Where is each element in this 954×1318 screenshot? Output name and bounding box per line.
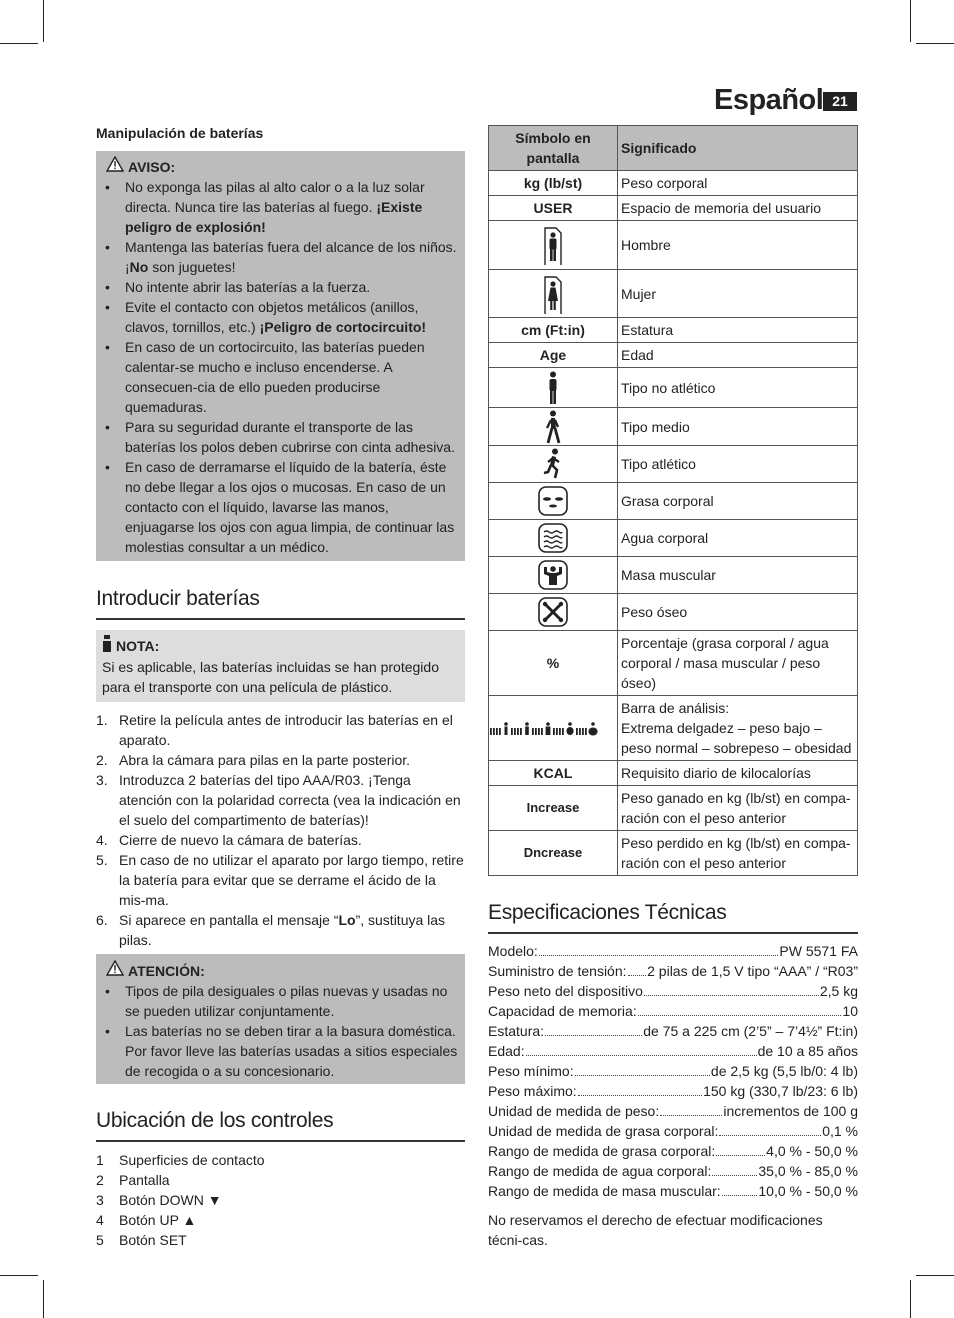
- spec-dots: [539, 954, 779, 956]
- control-label: Superficies de contacto: [119, 1152, 265, 1168]
- meaning-cell: Peso corporal: [618, 171, 858, 196]
- step-text-main: En caso de no utilizar el aparato por largo tiempo, retire la batería para evitar que se derrame el ácido de la mis-ma.: [119, 852, 464, 908]
- warning-item: [102, 457, 459, 557]
- table-row: [489, 483, 858, 520]
- attention-box: [96, 954, 465, 1084]
- spec-row: [488, 1101, 858, 1121]
- spec-label: Estatura:: [488, 1023, 545, 1039]
- crop-mark: [910, 1280, 911, 1318]
- specs-note: No reservamos el derecho de efectuar modificaciones técni-cas.: [488, 1212, 823, 1248]
- crop-mark: [43, 0, 44, 42]
- attention-list: [102, 981, 459, 1081]
- symbol-cell: [489, 594, 618, 631]
- symbol-cell: [489, 446, 618, 483]
- table-row: [489, 171, 858, 196]
- spec-label: Rango de medida de grasa corporal:: [488, 1143, 716, 1159]
- spec-value: PW 5571 FA: [779, 943, 858, 959]
- table-row: [489, 368, 858, 408]
- crop-mark: [916, 1275, 954, 1276]
- control-item: [96, 1230, 465, 1250]
- specs-list: [488, 941, 858, 1201]
- crop-mark: [910, 0, 911, 42]
- meaning-cell: Grasa corporal: [618, 483, 858, 520]
- note-text: Si es aplicable, las baterías incluidas se han protegido para el transporte con una película de plástico.: [102, 659, 439, 695]
- warning-item: [102, 337, 459, 417]
- control-label: Botón DOWN ▼: [119, 1192, 222, 1208]
- spec-row: [488, 1021, 858, 1041]
- meaning-cell: Barra de análisis: Extrema delgadez – peso bajo – peso normal – sobrepeso – obesidad: [618, 696, 858, 761]
- warning-item-text: En caso de un cortocircuito, las baterías pueden calentar-se mucho e incluso encenderse. A consecuen-cia de ello pueden producirse quemaduras.: [125, 339, 425, 415]
- step-text-main: Abra la cámara para pilas en la parte posterior.: [119, 752, 411, 768]
- symbol-label: Age: [539, 347, 567, 363]
- spec-row: [488, 1001, 858, 1021]
- symbol-cell: [489, 786, 618, 831]
- symbol-label: Increase: [526, 800, 580, 815]
- spec-value: 4,0 % - 50,0 %: [766, 1143, 858, 1159]
- spec-value: incrementos de 100 g: [723, 1103, 858, 1119]
- spec-row: [488, 1061, 858, 1081]
- insert-batteries-heading: Introducir baterías: [96, 587, 465, 620]
- table-row: [489, 594, 858, 631]
- table-row: [489, 831, 858, 876]
- controls-list: [96, 1150, 465, 1250]
- attention-item: • Las baterías no se deben tirar a la basura doméstica. Por favor lleve las baterías usadas a sitios especiales de recogida o a su concesionario.: [102, 1021, 459, 1081]
- spec-value: 150 kg (330,7 lb/23: 6 lb): [703, 1083, 858, 1099]
- spec-value: de 75 a 225 cm (2’5” – 7’4½” Ft:in): [643, 1023, 858, 1039]
- spec-label: Unidad de medida de grasa corporal:: [488, 1123, 719, 1139]
- spec-row: [488, 1181, 858, 1201]
- step-text-main: Si aparece en pantalla el mensaje “: [119, 912, 339, 928]
- symbol-label: USER: [533, 200, 573, 216]
- insert-step: [96, 850, 465, 910]
- symbol-cell: [489, 270, 618, 318]
- warning-item-emphasis: ¡Existe peligro de explosión!: [125, 199, 423, 235]
- spec-label: Peso mínimo:: [488, 1063, 574, 1079]
- crop-mark: [0, 43, 38, 44]
- insert-steps-list: [96, 710, 465, 950]
- warning-item: [102, 277, 459, 297]
- control-item: [96, 1190, 465, 1210]
- spec-value: 10: [842, 1003, 858, 1019]
- spec-dots: [578, 1094, 702, 1096]
- spec-row: [488, 941, 858, 961]
- spec-dots: [545, 1034, 642, 1036]
- standing-figure-icon: [546, 371, 560, 405]
- spec-dots: [526, 1054, 757, 1056]
- control-number: 2: [96, 1172, 104, 1188]
- crop-mark: [43, 1280, 44, 1318]
- attention-title: ATENCIÓN:: [106, 960, 459, 981]
- spec-dots: [712, 1174, 757, 1176]
- symbol-label: KCAL: [533, 765, 573, 781]
- table-row: [489, 696, 858, 761]
- symbol-table: [488, 125, 858, 876]
- step-text-emphasis: Lo: [338, 912, 356, 928]
- control-number: 4: [96, 1212, 104, 1228]
- specs-heading: Especificaciones Técnicas: [488, 901, 858, 934]
- meaning-cell: Porcentaje (grasa corporal / agua corporal / masa muscular / peso óseo): [618, 631, 858, 696]
- warning-item-tail: son juguetes!: [148, 259, 236, 275]
- symbol-label: kg (lb/st): [523, 175, 583, 191]
- meaning-cell: Estatura: [618, 318, 858, 343]
- step-number: 4.: [96, 832, 108, 848]
- meaning-cell: Agua corporal: [618, 520, 858, 557]
- symbol-cell: [489, 196, 618, 221]
- meaning-column-header: Significado: [618, 126, 858, 171]
- spec-dots: [722, 1194, 758, 1196]
- meaning-cell: Espacio de memoria del usuario: [618, 196, 858, 221]
- warning-item: [102, 297, 459, 337]
- step-text: [119, 830, 362, 850]
- symbol-label: Dncrease: [523, 845, 583, 860]
- step-text-main: Cierre de nuevo la cámara de baterías.: [119, 832, 362, 848]
- spec-dots: [638, 1014, 842, 1016]
- spec-dots: [628, 974, 647, 976]
- left-column: [96, 124, 465, 1250]
- battery-handling-subtitle: Manipulación de baterías: [96, 125, 264, 141]
- meaning-cell: Edad: [618, 343, 858, 368]
- step-number: 1.: [96, 712, 108, 728]
- muscle-icon: [538, 560, 568, 590]
- warning-item: [102, 237, 459, 277]
- symbol-label: %: [546, 655, 560, 671]
- warning-triangle-icon: [106, 960, 124, 981]
- spec-value: de 2,5 kg (5,5 lb/0: 4 lb): [710, 1063, 858, 1079]
- symbol-label: cm (Ft:in): [521, 322, 585, 338]
- warning-list: [102, 177, 459, 557]
- table-row: [489, 343, 858, 368]
- warning-item-text: En caso de derramarse el líquido de la batería, éste no debe llegar a los ojos o mucosas. En caso de un contacto con el líquido, lavarse las manos, enjuagarse los ojos con agua limpia, de continuar las molestias consultar a un médico.: [125, 459, 455, 555]
- spec-value: 10,0 % - 50,0 %: [758, 1183, 858, 1199]
- insert-step: [96, 750, 465, 770]
- symbol-cell: [489, 520, 618, 557]
- symbol-cell: [489, 221, 618, 270]
- warning-item-text: Para su seguridad durante el transporte de las baterías los polos deben cubrirse con cinta adhesiva.: [125, 419, 455, 455]
- step-text: [119, 910, 465, 950]
- table-row: [489, 557, 858, 594]
- spec-row: [488, 1081, 858, 1101]
- symbol-cell: [489, 761, 618, 786]
- control-number: 3: [96, 1192, 104, 1208]
- warning-item-emphasis: ¡Peligro de cortocircuito!: [259, 319, 427, 335]
- meaning-cell: Requisito diario de kilocalorías: [618, 761, 858, 786]
- table-row: [489, 631, 858, 696]
- controls-heading: Ubicación de los controles: [96, 1109, 465, 1142]
- meaning-cell: Peso ganado en kg (lb/st) en compa-ración con el peso anterior: [618, 786, 858, 831]
- step-number: 6.: [96, 912, 108, 928]
- step-text-main: Introduzca 2 baterías del tipo AAA/R03. ¡Tenga atención con la polaridad correcta (vea la indicación en el suelo del compartimento de baterías)!: [119, 772, 461, 828]
- spec-label: Modelo:: [488, 943, 538, 959]
- spec-value: 0,1 %: [822, 1123, 858, 1139]
- symbol-cell: [489, 696, 618, 761]
- meaning-cell: Mujer: [618, 270, 858, 318]
- symbol-cell: [489, 343, 618, 368]
- table-row: [489, 196, 858, 221]
- spec-label: Unidad de medida de peso:: [488, 1103, 660, 1119]
- spec-label: Edad:: [488, 1043, 525, 1059]
- spec-value: 2,5 kg: [819, 983, 858, 999]
- control-label: Botón SET: [119, 1232, 187, 1248]
- spec-dots: [716, 1154, 765, 1156]
- page-number: 21: [823, 92, 857, 111]
- warning-item: [102, 417, 459, 457]
- warning-item-emphasis: No: [129, 259, 149, 275]
- spec-label: Peso neto del dispositivo: [488, 983, 643, 999]
- running-figure-icon: [542, 448, 564, 480]
- meaning-cell: Tipo atlético: [618, 446, 858, 483]
- attention-item: • Tipos de pila desiguales o pilas nuevas y usadas no se pueden utilizar conjuntamente.: [102, 981, 459, 1021]
- control-item: [96, 1170, 465, 1190]
- note-title: NOTA:: [102, 635, 459, 657]
- table-row: [489, 221, 858, 270]
- step-text-main: Retire la película antes de introducir las baterías en el aparato.: [119, 712, 453, 748]
- man-icon: [543, 224, 563, 266]
- spec-row: [488, 1121, 858, 1141]
- table-row: [489, 270, 858, 318]
- table-row: [489, 318, 858, 343]
- spec-value: 35,0 % - 85,0 %: [758, 1163, 858, 1179]
- step-text: [119, 710, 465, 750]
- crop-mark: [0, 1275, 38, 1276]
- warning-item-text: No exponga las pilas al alto calor o a la luz solar directa. Nunca tire las baterías al fuego.: [125, 179, 425, 215]
- meaning-cell: Hombre: [618, 221, 858, 270]
- symbol-cell: [489, 171, 618, 196]
- table-row: [489, 786, 858, 831]
- step-number: 3.: [96, 772, 108, 788]
- table-row: [489, 408, 858, 446]
- control-item: [96, 1210, 465, 1230]
- insert-step: [96, 710, 465, 750]
- spec-row: [488, 1141, 858, 1161]
- woman-icon: [543, 273, 563, 315]
- symbol-cell: [489, 631, 618, 696]
- spec-row: [488, 1161, 858, 1181]
- note-box: [96, 630, 465, 702]
- analysis-bar-icon: [490, 721, 616, 737]
- spec-label: Capacidad de memoria:: [488, 1003, 637, 1019]
- control-item: [96, 1150, 465, 1170]
- warning-item-text: No intente abrir las baterías a la fuerza.: [125, 279, 371, 295]
- symbol-cell: [489, 368, 618, 408]
- spec-row: [488, 981, 858, 1001]
- warning-box: [96, 151, 465, 561]
- spec-label: Peso máximo:: [488, 1083, 577, 1099]
- insert-step: [96, 830, 465, 850]
- control-number: 1: [96, 1152, 104, 1168]
- walking-figure-icon: [543, 410, 563, 444]
- step-number: 5.: [96, 852, 108, 868]
- warning-triangle-icon: [106, 156, 124, 177]
- insert-step: [96, 770, 465, 830]
- info-icon: [102, 635, 112, 657]
- symbol-column-header: Símbolo en pantalla: [489, 126, 618, 171]
- warning-item: [102, 177, 459, 237]
- symbol-cell: [489, 557, 618, 594]
- spec-dots: [719, 1134, 821, 1136]
- meaning-cell: Tipo medio: [618, 408, 858, 446]
- control-label: Botón UP ▲: [119, 1212, 197, 1228]
- step-text-tail: ”, sustituya las pilas.: [119, 912, 446, 948]
- symbol-cell: [489, 483, 618, 520]
- spec-label: Suministro de tensión:: [488, 963, 627, 979]
- meaning-cell: Peso perdido en kg (lb/st) en compa-ración con el peso anterior: [618, 831, 858, 876]
- crop-mark: [916, 43, 954, 44]
- right-column: [488, 125, 858, 1250]
- step-text: [119, 850, 465, 910]
- warning-item-text: Mantenga las baterías fuera del alcance de los niños. ¡: [125, 239, 457, 275]
- spec-dots: [575, 1074, 710, 1076]
- spec-label: Rango de medida de masa muscular:: [488, 1183, 721, 1199]
- page-title: Español: [714, 84, 824, 116]
- step-number: 2.: [96, 752, 108, 768]
- meaning-cell: Tipo no atlético: [618, 368, 858, 408]
- spec-row: [488, 1041, 858, 1061]
- symbol-cell: [489, 408, 618, 446]
- table-row: [489, 446, 858, 483]
- spec-label: Rango de medida de agua corporal:: [488, 1163, 712, 1179]
- insert-step: [96, 910, 465, 950]
- symbol-cell: [489, 318, 618, 343]
- meaning-cell: Peso óseo: [618, 594, 858, 631]
- meaning-cell: Masa muscular: [618, 557, 858, 594]
- body-water-icon: [538, 523, 568, 553]
- spec-value: 2 pilas de 1,5 V tipo “AAA” / “R03”: [647, 963, 858, 979]
- spec-dots: [660, 1114, 722, 1116]
- symbol-cell: [489, 831, 618, 876]
- spec-dots: [644, 994, 819, 996]
- control-number: 5: [96, 1232, 104, 1248]
- step-text: [119, 750, 410, 770]
- control-label: Pantalla: [119, 1172, 170, 1188]
- step-text: [119, 770, 465, 830]
- warning-title: AVISO:: [106, 156, 459, 177]
- warning-item-text: Evite el contacto con objetos metálicos (anillos, clavos, tornillos, etc.): [125, 299, 419, 335]
- spec-value: de 10 a 85 años: [757, 1043, 858, 1059]
- table-header-row: [489, 126, 858, 171]
- spec-row: [488, 961, 858, 981]
- body-fat-icon: [538, 486, 568, 516]
- table-row: [489, 520, 858, 557]
- bone-icon: [538, 597, 568, 627]
- table-row: [489, 761, 858, 786]
